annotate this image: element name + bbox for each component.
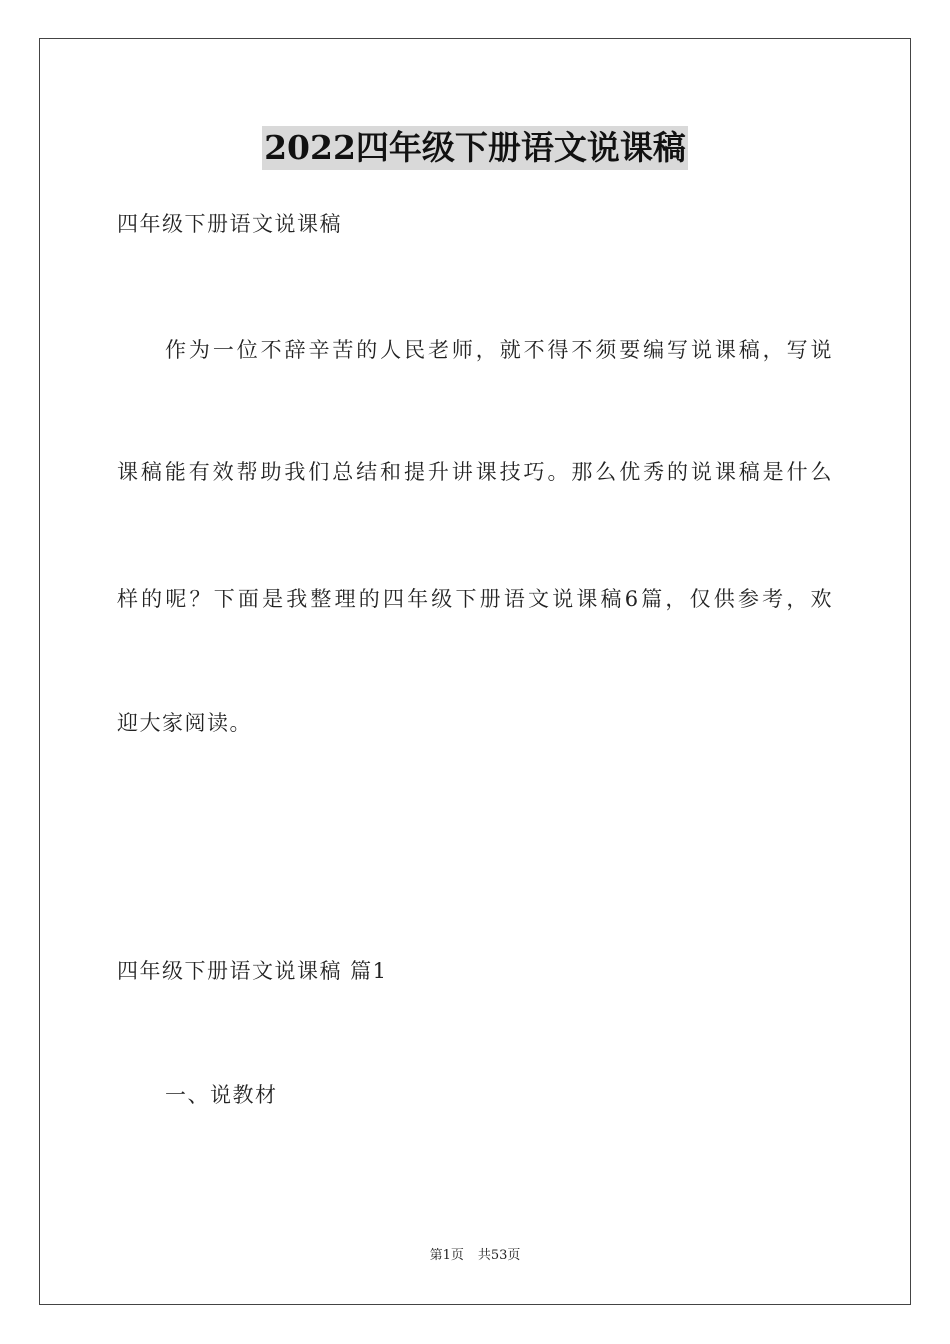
subsection-heading: 一、说教材 bbox=[165, 1083, 278, 1107]
title-container bbox=[0, 126, 950, 170]
page-total: 共53页 bbox=[477, 1248, 521, 1263]
document-subtitle: 四年级下册语文说课稿 bbox=[117, 212, 342, 236]
intro-line-2: 课稿能有效帮助我们总结和提升讲课技巧。那么优秀的说课稿是什么 bbox=[117, 460, 833, 484]
intro-line-3: 样的呢？下面是我整理的四年级下册语文说课稿6篇，仅供参考，欢 bbox=[117, 587, 833, 611]
intro-line-4: 迎大家阅读。 bbox=[117, 711, 252, 735]
section-heading: 四年级下册语文说课稿 篇1 bbox=[117, 959, 388, 983]
document-title: 2022四年级下册语文说课稿 bbox=[262, 126, 688, 170]
intro-line-1: 作为一位不辞辛苦的人民老师，就不得不须要编写说课稿，写说 bbox=[165, 338, 833, 362]
page-number: 第1页 bbox=[429, 1248, 464, 1263]
page-footer bbox=[0, 1247, 950, 1265]
